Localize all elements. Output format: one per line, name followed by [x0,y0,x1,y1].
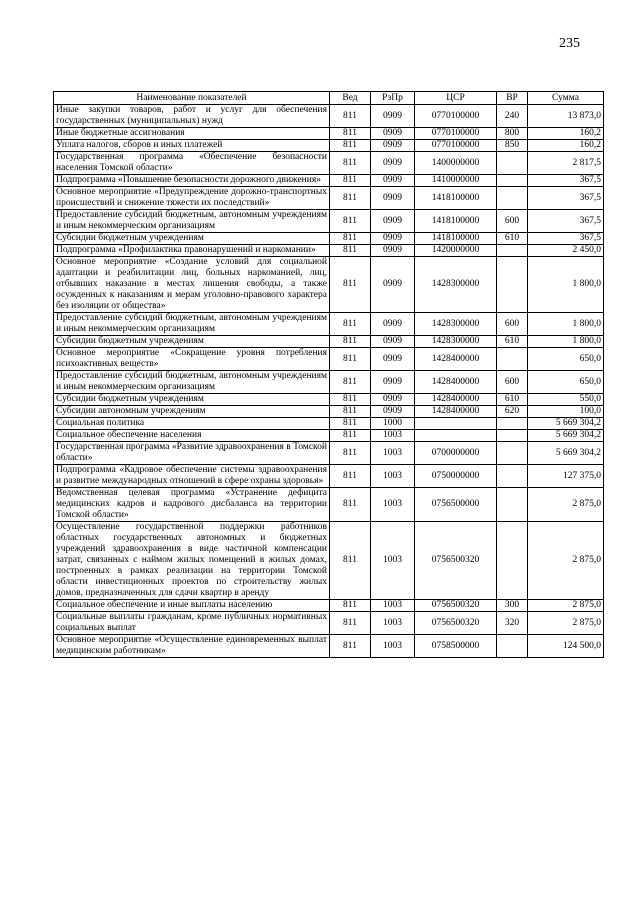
table-row [54,152,604,175]
cell-csr: 1410000000 [415,175,497,187]
table-row [54,430,604,442]
cell-sum: 160,2 [528,140,604,152]
cell-vr: 610 [497,233,528,245]
cell-rzpr: 0909 [371,245,415,257]
cell-rzpr: 0909 [371,406,415,418]
cell-csr: 0700000000 [415,442,497,465]
cell-rzpr: 1003 [371,612,415,635]
cell-name: Основное мероприятие «Предупреждение дорожно-транспортных происшествий и снижение тяжести их последствий» [54,187,330,210]
cell-ved: 811 [330,233,371,245]
column-header-sum: Сумма [528,92,604,105]
cell-name: Государственная программа «Развитие здравоохранения в Томской области» [54,442,330,465]
table-row [54,233,604,245]
column-header-csr: ЦСР [415,92,497,105]
cell-name: Иные закупки товаров, работ и услуг для обеспечения государственных (муниципальных) нужд [54,105,330,128]
cell-csr: 0756500320 [415,612,497,635]
cell-rzpr: 0909 [371,233,415,245]
cell-sum: 367,5 [528,175,604,187]
column-header-vr: ВР [497,92,528,105]
page-number: 235 [559,36,580,51]
cell-vr [497,635,528,658]
table-row [54,522,604,600]
cell-ved: 811 [330,522,371,600]
cell-csr: 0758500000 [415,635,497,658]
cell-sum: 650,0 [528,371,604,394]
cell-ved: 811 [330,612,371,635]
cell-csr: 0770100000 [415,128,497,140]
cell-ved: 811 [330,245,371,257]
cell-csr [415,418,497,430]
cell-vr: 240 [497,105,528,128]
table-row [54,600,604,612]
cell-rzpr: 1003 [371,522,415,600]
cell-sum: 367,5 [528,210,604,233]
cell-ved: 811 [330,488,371,522]
cell-name: Иные бюджетные ассигнования [54,128,330,140]
table-row [54,128,604,140]
table-row [54,418,604,430]
table-row [54,394,604,406]
cell-csr: 1428400000 [415,394,497,406]
cell-vr: 600 [497,210,528,233]
cell-sum: 1 800,0 [528,313,604,336]
cell-name: Ведомственная целевая программа «Устранение дефицита медицинских кадров и кадрового дисбаланса на территории Томской области» [54,488,330,522]
cell-name: Осуществление государственной поддержки работников областных государственных автономных и бюджетных учреждений здравоохранения в виде частичной компенсации затрат, связанных с наймом жилых помещений в жилых домах, построенных в рамках реализации на территории Томской области инвестиционных проектов по строительству жилых домов, предназначенных для сдачи квартир в аренду [54,522,330,600]
cell-rzpr: 0909 [371,187,415,210]
cell-vr [497,152,528,175]
cell-csr: 1428400000 [415,406,497,418]
cell-vr: 610 [497,336,528,348]
cell-sum: 100,0 [528,406,604,418]
cell-rzpr: 1003 [371,430,415,442]
cell-vr: 610 [497,394,528,406]
table-row [54,187,604,210]
cell-csr: 0756500000 [415,488,497,522]
cell-csr: 1420000000 [415,245,497,257]
cell-ved: 811 [330,371,371,394]
cell-name: Подпрограмма «Кадровое обеспечение системы здравоохранения и развитие международных отношений в сфере охраны здоровья» [54,465,330,488]
table-header-row [54,92,604,105]
cell-name: Субсидии бюджетным учреждениям [54,233,330,245]
cell-rzpr: 1003 [371,635,415,658]
cell-csr: 1418100000 [415,187,497,210]
cell-sum: 2 875,0 [528,488,604,522]
table-row [54,210,604,233]
cell-rzpr: 0909 [371,336,415,348]
cell-vr: 600 [497,313,528,336]
cell-rzpr: 0909 [371,128,415,140]
cell-ved: 811 [330,635,371,658]
cell-name: Основное мероприятие «Создание условий для социальной адаптации и реабилитации лиц, больных наркоманией, лиц, отбывших наказание в местах лишения свободы, а также осужденных к наказаниям и мерам уголовно-правового характера без изоляции от общества» [54,257,330,313]
cell-ved: 811 [330,442,371,465]
cell-vr [497,418,528,430]
cell-sum: 650,0 [528,348,604,371]
cell-sum: 2 450,0 [528,245,604,257]
table-row [54,442,604,465]
cell-csr: 1428300000 [415,257,497,313]
table-row [54,313,604,336]
cell-sum: 5 669 304,2 [528,418,604,430]
cell-vr: 300 [497,600,528,612]
cell-ved: 811 [330,128,371,140]
cell-rzpr: 0909 [371,313,415,336]
cell-ved: 811 [330,348,371,371]
cell-ved: 811 [330,105,371,128]
table-row [54,371,604,394]
cell-vr [497,488,528,522]
cell-vr [497,430,528,442]
cell-sum: 2 817,5 [528,152,604,175]
cell-name: Уплата налогов, сборов и иных платежей [54,140,330,152]
cell-ved: 811 [330,406,371,418]
cell-ved: 811 [330,140,371,152]
cell-rzpr: 1003 [371,600,415,612]
cell-name: Социальное обеспечение и иные выплаты населению [54,600,330,612]
cell-name: Подпрограмма «Профилактика правонарушений и наркомании» [54,245,330,257]
cell-name: Предоставление субсидий бюджетным, автономным учреждениям и иным некоммерческим организациям [54,210,330,233]
cell-vr [497,442,528,465]
cell-ved: 811 [330,465,371,488]
cell-csr: 1418100000 [415,233,497,245]
cell-csr: 1428300000 [415,313,497,336]
cell-name: Государственная программа «Обеспечение безопасности населения Томской области» [54,152,330,175]
cell-vr: 320 [497,612,528,635]
cell-csr: 1428300000 [415,336,497,348]
cell-sum: 2 875,0 [528,600,604,612]
cell-sum: 2 875,0 [528,522,604,600]
cell-rzpr: 1003 [371,465,415,488]
cell-csr: 0770100000 [415,140,497,152]
cell-csr: 0750000000 [415,465,497,488]
cell-rzpr: 0909 [371,105,415,128]
cell-csr: 1400000000 [415,152,497,175]
cell-sum: 127 375,0 [528,465,604,488]
cell-vr: 850 [497,140,528,152]
cell-rzpr: 0909 [371,175,415,187]
cell-vr: 800 [497,128,528,140]
cell-csr: 0756500320 [415,600,497,612]
cell-ved: 811 [330,313,371,336]
cell-ved: 811 [330,394,371,406]
cell-rzpr: 0909 [371,348,415,371]
cell-ved: 811 [330,257,371,313]
cell-name: Социальное обеспечение населения [54,430,330,442]
cell-sum: 5 669 304,2 [528,442,604,465]
cell-vr [497,522,528,600]
table-row [54,105,604,128]
cell-rzpr: 0909 [371,394,415,406]
cell-vr [497,348,528,371]
cell-name: Субсидии автономным учреждениям [54,406,330,418]
cell-name: Предоставление субсидий бюджетным, автономным учреждениям и иным некоммерческим организациям [54,313,330,336]
table-row [54,612,604,635]
cell-ved: 811 [330,187,371,210]
table-row [54,245,604,257]
column-header-rzpr: РзПр [371,92,415,105]
cell-sum: 367,5 [528,187,604,210]
cell-name: Подпрограмма «Повышение безопасности дорожного движения» [54,175,330,187]
cell-rzpr: 1000 [371,418,415,430]
table-row [54,406,604,418]
cell-vr: 620 [497,406,528,418]
cell-name: Субсидии бюджетным учреждениям [54,394,330,406]
cell-name: Субсидии бюджетным учреждениям [54,336,330,348]
cell-vr [497,465,528,488]
cell-sum: 2 875,0 [528,612,604,635]
cell-sum: 160,2 [528,128,604,140]
cell-rzpr: 1003 [371,488,415,522]
table-row [54,635,604,658]
table-body [54,105,604,658]
table-row [54,336,604,348]
cell-csr: 0770100000 [415,105,497,128]
cell-ved: 811 [330,336,371,348]
cell-rzpr: 0909 [371,257,415,313]
cell-vr [497,257,528,313]
cell-name: Основное мероприятие «Осуществление единовременных выплат медицинским работникам» [54,635,330,658]
cell-ved: 811 [330,175,371,187]
cell-csr: 1428400000 [415,371,497,394]
cell-rzpr: 0909 [371,371,415,394]
cell-vr [497,175,528,187]
cell-csr: 1428400000 [415,348,497,371]
cell-sum: 367,5 [528,233,604,245]
cell-sum: 1 800,0 [528,336,604,348]
cell-vr: 600 [497,371,528,394]
table-row [54,140,604,152]
table-row [54,465,604,488]
cell-sum: 13 873,0 [528,105,604,128]
cell-csr [415,430,497,442]
cell-vr [497,187,528,210]
cell-ved: 811 [330,210,371,233]
budget-table [53,91,604,658]
cell-ved: 811 [330,418,371,430]
cell-ved: 811 [330,600,371,612]
cell-sum: 5 669 304,2 [528,430,604,442]
table-row [54,488,604,522]
cell-rzpr: 1003 [371,442,415,465]
cell-sum: 550,0 [528,394,604,406]
table-row [54,175,604,187]
cell-name: Социальная политика [54,418,330,430]
cell-rzpr: 0909 [371,210,415,233]
cell-sum: 124 500,0 [528,635,604,658]
cell-csr: 0756500320 [415,522,497,600]
cell-rzpr: 0909 [371,140,415,152]
cell-name: Основное мероприятие «Сокращение уровня потребления психоактивных веществ» [54,348,330,371]
column-header-ved: Вед [330,92,371,105]
cell-sum: 1 800,0 [528,257,604,313]
cell-name: Предоставление субсидий бюджетным, автономным учреждениям и иным некоммерческим организациям [54,371,330,394]
cell-rzpr: 0909 [371,152,415,175]
cell-name: Социальные выплаты гражданам, кроме публичных нормативных социальных выплат [54,612,330,635]
column-header-name: Наименование показателей [54,92,330,105]
cell-ved: 811 [330,152,371,175]
table-row [54,257,604,313]
cell-ved: 811 [330,430,371,442]
cell-vr [497,245,528,257]
table-row [54,348,604,371]
cell-csr: 1418100000 [415,210,497,233]
